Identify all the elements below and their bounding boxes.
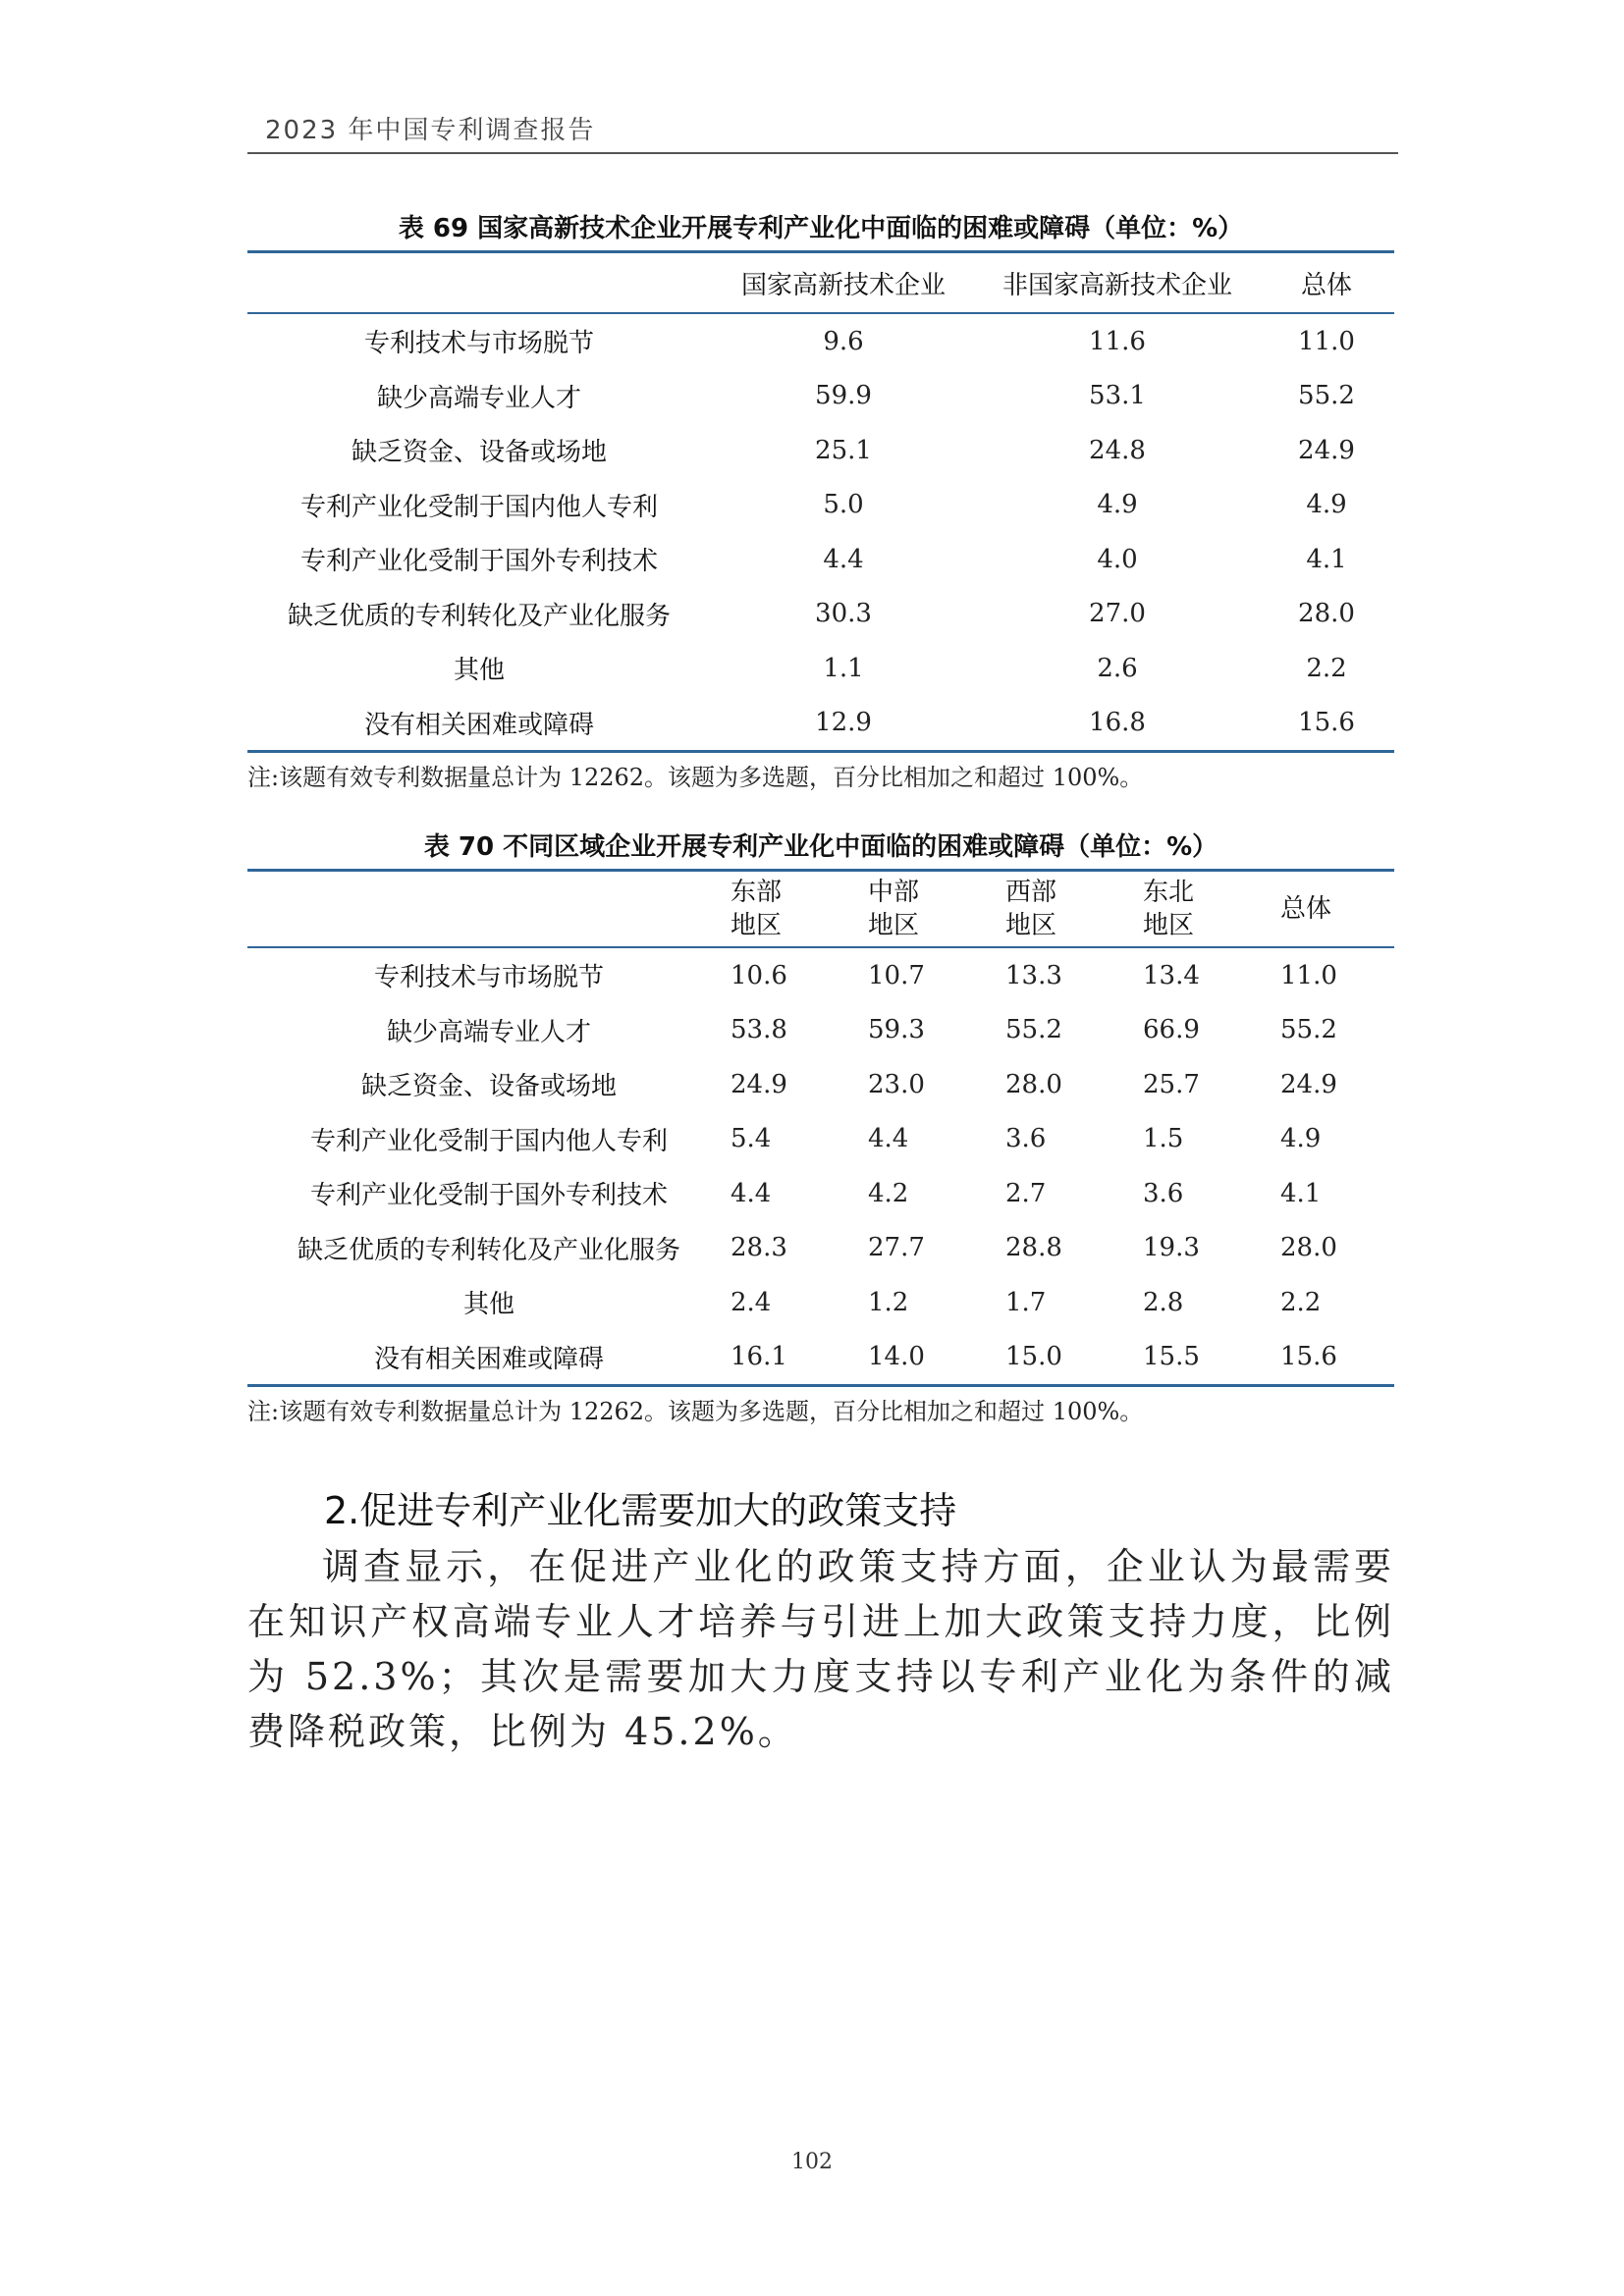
column-header-west [1005, 871, 1143, 948]
cell-value: 59.9 [815, 381, 872, 411]
cell-value: 24.9 [1298, 435, 1355, 465]
row-label: 缺少高端专业人才 [386, 1017, 591, 1047]
column-header-line: 地区 [868, 911, 920, 940]
column-header-line: 东部 [731, 878, 783, 907]
row-label: 缺乏优质的专利转化及产业化服务 [287, 601, 671, 631]
column-header-non-hightech: 非国家高新技术企业 [1001, 270, 1232, 300]
cell-value: 12.9 [815, 708, 872, 738]
row-label: 缺乏优质的专利转化及产业化服务 [297, 1235, 680, 1265]
table-row [247, 1112, 1394, 1167]
cell-value: 1.7 [1005, 1287, 1047, 1317]
cell-value: 2.2 [1280, 1287, 1322, 1317]
column-header-east [731, 871, 868, 948]
cell-value: 2.4 [731, 1287, 772, 1317]
column-header-blank [247, 252, 711, 314]
cell-value: 28.0 [1298, 599, 1355, 629]
cell-value: 16.1 [731, 1342, 787, 1372]
cell-value: 15.6 [1298, 708, 1355, 738]
cell-value: 3.6 [1005, 1124, 1047, 1154]
column-header-line: 东北 [1143, 878, 1195, 907]
table-row [247, 478, 1394, 533]
cell-value: 10.7 [868, 960, 925, 990]
table-row [247, 947, 1394, 1003]
cell-value: 53.1 [1089, 381, 1146, 411]
cell-value: 4.4 [868, 1124, 909, 1154]
table-70-caption: 表 70 不同区域企业开展专利产业化中面临的困难或障碍（单位：%） [423, 832, 1218, 862]
cell-value: 3.6 [1143, 1178, 1184, 1208]
cell-value: 10.6 [731, 960, 787, 990]
running-header: 2023 年中国专利调查报告 [265, 116, 596, 145]
table-header-row [247, 252, 1394, 314]
cell-value: 4.4 [731, 1178, 772, 1208]
row-label: 专利技术与市场脱节 [363, 329, 594, 359]
cell-value: 30.3 [815, 599, 872, 629]
column-header-total: 总体 [1280, 894, 1332, 924]
cell-value: 24.9 [731, 1069, 787, 1099]
cell-value: 25.1 [815, 435, 872, 465]
row-label: 没有相关困难或障碍 [373, 1344, 604, 1374]
table-row [247, 641, 1394, 696]
page-number: 102 [791, 2150, 833, 2174]
table-70-note: 注:该题有效专利数据量总计为 12262。该题为多选题，百分比相加之和超过 100%。 [247, 1398, 1144, 1425]
column-header-total: 总体 [1300, 270, 1352, 300]
table-69 [247, 250, 1394, 753]
cell-value: 11.6 [1089, 326, 1146, 356]
cell-value: 4.1 [1306, 544, 1347, 574]
section-heading: 2.促进专利产业化需要加大的政策支持 [324, 1489, 957, 1532]
row-label: 专利产业化受制于国内他人专利 [299, 492, 658, 522]
row-label: 缺乏资金、设备或场地 [360, 1072, 617, 1102]
cell-value: 2.7 [1005, 1178, 1047, 1208]
cell-value: 24.8 [1089, 435, 1146, 465]
cell-value: 1.2 [868, 1287, 909, 1317]
cell-value: 4.9 [1097, 490, 1138, 520]
cell-value: 11.0 [1298, 326, 1355, 356]
cell-value: 4.4 [823, 544, 864, 574]
column-header-central [868, 871, 1005, 948]
table-70 [247, 869, 1394, 1387]
cell-value: 55.2 [1298, 381, 1355, 411]
table-row [247, 423, 1394, 478]
table-row [247, 1003, 1394, 1058]
row-label: 其他 [462, 1290, 514, 1320]
cell-value: 4.9 [1280, 1124, 1322, 1154]
cell-value: 4.1 [1280, 1178, 1322, 1208]
cell-value: 55.2 [1005, 1015, 1062, 1045]
column-header-line: 地区 [1143, 911, 1195, 940]
cell-value: 16.8 [1089, 708, 1146, 738]
table-row [247, 532, 1394, 587]
table-row [247, 1221, 1394, 1276]
row-label: 缺乏资金、设备或场地 [351, 438, 607, 468]
table-row [247, 369, 1394, 424]
cell-value: 27.7 [868, 1233, 925, 1263]
cell-value: 24.9 [1280, 1069, 1337, 1099]
table-row [247, 1330, 1394, 1386]
cell-value: 11.0 [1280, 960, 1337, 990]
cell-value: 15.5 [1143, 1342, 1200, 1372]
table-69-caption: 表 69 国家高新技术企业开展专利产业化中面临的困难或障碍（单位：%） [398, 214, 1244, 243]
cell-value: 59.3 [868, 1015, 925, 1045]
cell-value: 4.0 [1097, 544, 1138, 574]
column-header-line: 地区 [1005, 911, 1057, 940]
column-header-line: 地区 [731, 911, 783, 940]
column-header-line: 西部 [1005, 878, 1057, 907]
cell-value: 5.0 [823, 490, 864, 520]
table-row [247, 1166, 1394, 1221]
body-paragraph: 调查显示，在促进产业化的政策支持方面，企业认为最需要在知识产权高端专业人才培养与引进上加大政策支持力度，比例为 52.3%；其次是需要加大力度支持以专利产业化为条件的减费降税政策，比例为 45.2%。 [247, 1545, 1394, 1753]
column-header-northeast [1143, 871, 1280, 948]
cell-value: 28.0 [1280, 1233, 1337, 1263]
cell-value: 1.1 [823, 653, 864, 683]
cell-value: 55.2 [1280, 1015, 1337, 1045]
cell-value: 28.0 [1005, 1069, 1062, 1099]
column-header-national-hightech: 国家高新技术企业 [740, 270, 946, 300]
table-row [247, 587, 1394, 642]
column-header-blank [247, 871, 731, 948]
cell-value: 2.2 [1306, 653, 1347, 683]
table-row [247, 313, 1394, 369]
cell-value: 5.4 [731, 1124, 772, 1154]
cell-value: 2.6 [1097, 653, 1138, 683]
table-row [247, 1275, 1394, 1330]
table-69-note: 注:该题有效专利数据量总计为 12262。该题为多选题，百分比相加之和超过 100%。 [247, 764, 1144, 791]
row-label: 其他 [453, 656, 505, 686]
column-header-line: 中部 [868, 878, 920, 907]
row-label: 专利产业化受制于国外专利技术 [309, 1181, 668, 1211]
cell-value: 15.6 [1280, 1342, 1337, 1372]
row-label: 没有相关困难或障碍 [363, 710, 594, 740]
cell-value: 4.2 [868, 1178, 909, 1208]
table-header-row [247, 871, 1394, 948]
cell-value: 53.8 [731, 1015, 787, 1045]
cell-value: 15.0 [1005, 1342, 1062, 1372]
row-label: 专利技术与市场脱节 [373, 963, 604, 993]
table-row [247, 1057, 1394, 1112]
cell-value: 13.3 [1005, 960, 1062, 990]
cell-value: 9.6 [823, 326, 864, 356]
cell-value: 1.5 [1143, 1124, 1184, 1154]
cell-value: 19.3 [1143, 1233, 1200, 1263]
cell-value: 28.8 [1005, 1233, 1062, 1263]
cell-value: 13.4 [1143, 960, 1200, 990]
row-label: 专利产业化受制于国内他人专利 [309, 1126, 668, 1156]
cell-value: 4.9 [1306, 490, 1347, 520]
row-label: 专利产业化受制于国外专利技术 [299, 547, 658, 577]
table-row [247, 696, 1394, 752]
cell-value: 14.0 [868, 1342, 925, 1372]
cell-value: 25.7 [1143, 1069, 1200, 1099]
row-label: 缺少高端专业人才 [376, 383, 581, 413]
cell-value: 27.0 [1089, 599, 1146, 629]
cell-value: 28.3 [731, 1233, 787, 1263]
cell-value: 66.9 [1143, 1015, 1200, 1045]
header-rule [247, 152, 1398, 154]
cell-value: 23.0 [868, 1069, 925, 1099]
cell-value: 2.8 [1143, 1287, 1184, 1317]
